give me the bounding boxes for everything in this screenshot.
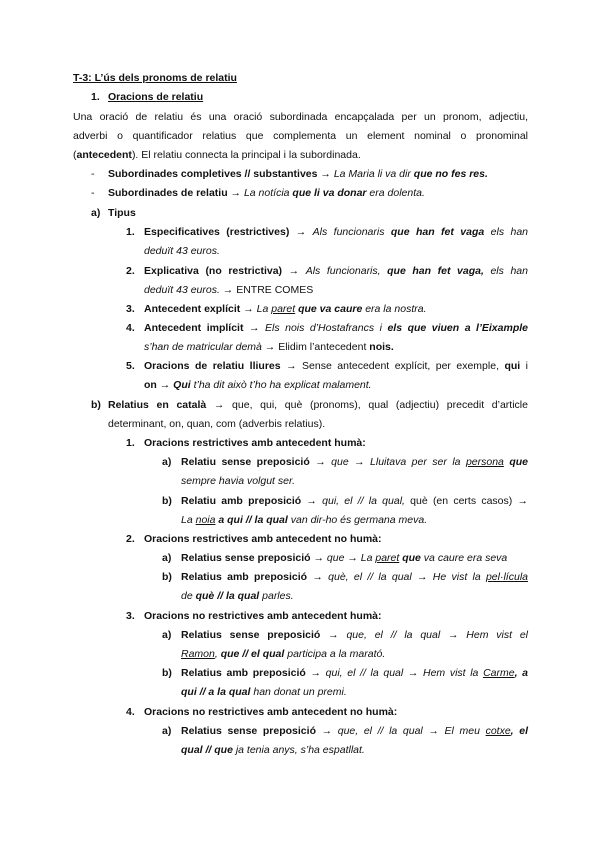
g1-item-b-cont: La noia a qui // la qual van dir-ho és germana meva. bbox=[181, 514, 428, 526]
g4-item-a: Relatius sense preposició → que, el // la qual → El meu cotxe, el bbox=[181, 725, 528, 737]
g2-item-b: Relatius amb preposició → què, el // la qual → He vist la pel·lícula bbox=[181, 571, 528, 583]
item-number: 1. bbox=[126, 226, 135, 238]
g1-item-a-cont: sempre havia volgut ser. bbox=[181, 475, 295, 487]
group-heading-1: Oracions restrictives amb antecedent humà: bbox=[144, 437, 366, 449]
relatius-intro: Relatius en català → que, qui, què (pronoms), qual (adjectiu) precedit d’article bbox=[108, 399, 528, 411]
sub-item-label: a) bbox=[162, 629, 172, 641]
sub-item-label: b) bbox=[162, 571, 172, 583]
group-heading-2: Oracions restrictives amb antecedent no humà: bbox=[144, 533, 382, 545]
subsection-label: a) bbox=[91, 207, 101, 219]
g3-item-b: Relatius amb preposició → qui, el // la qual → Hem vist la Carme, a bbox=[181, 667, 528, 679]
item-number: 1. bbox=[126, 437, 135, 449]
tipus-item-2: Explicativa (no restrictiva) → Als funcionaris, que han fet vaga, els han bbox=[144, 265, 528, 277]
relatius-intro-cont: determinant, on, quan, com (adverbis relatius). bbox=[108, 418, 326, 430]
group-heading-3: Oracions no restrictives amb antecedent humà: bbox=[144, 610, 382, 622]
bullet-dash: - bbox=[91, 168, 95, 180]
tipus-item-2-cont: deduït 43 euros. → ENTRE COMES bbox=[144, 284, 314, 296]
item-number: 3. bbox=[126, 610, 135, 622]
g1-item-b: Relatiu amb preposició → qui, el // la qual, què (en certs casos) → bbox=[181, 495, 528, 507]
bullet-dash: - bbox=[91, 187, 95, 199]
section-number: 1. bbox=[91, 91, 100, 103]
tipus-item-3: Antecedent explícit → La paret que va caure era la nostra. bbox=[144, 303, 427, 315]
g4-item-a-cont: qual // que ja tenia anys, s’ha espatllat. bbox=[181, 744, 365, 756]
tipus-item-5: Oracions de relatiu lliures → Sense antecedent explícit, per exemple, qui i bbox=[144, 360, 528, 372]
g1-item-a: Relatiu sense preposició → que → Lluitava per ser la persona que bbox=[181, 456, 528, 468]
section-heading: Oracions de relatiu bbox=[108, 91, 204, 103]
item-number: 4. bbox=[126, 322, 135, 334]
sub-item-label: a) bbox=[162, 552, 172, 564]
item-number: 3. bbox=[126, 303, 135, 315]
bullet-completives: Subordinades completives // substantives → La Maria li va dir que no fes res. bbox=[108, 168, 488, 180]
item-number: 2. bbox=[126, 533, 135, 545]
subsection-label: b) bbox=[91, 399, 101, 411]
paragraph-line-3: (antecedent). El relatiu connecta la principal i la subordinada. bbox=[73, 149, 361, 161]
g2-item-a: Relatius sense preposició → que → La paret que va caure era seva bbox=[181, 552, 508, 564]
g3-item-a-cont: Ramon, que // el qual participa a la marató. bbox=[181, 648, 386, 660]
item-number: 5. bbox=[126, 360, 135, 372]
paragraph-line-1: Una oració de relatiu és una oració subordinada encapçalada per un pronom, adjectiu, bbox=[73, 111, 528, 123]
g3-item-b-cont: qui // a la qual han donat un premi. bbox=[181, 686, 347, 698]
tipus-item-5-cont: on → Qui t’ha dit això t’ho ha explicat malament. bbox=[144, 379, 372, 391]
item-number: 2. bbox=[126, 265, 135, 277]
term-antecedent: antecedent bbox=[76, 149, 132, 161]
subsection-heading-tipus: Tipus bbox=[108, 207, 136, 219]
paragraph-line-2: adverbi o quantificador relatius que complementa un element nominal o pronominal bbox=[73, 130, 528, 142]
bullet-relatiu: Subordinades de relatiu → La notícia que li va donar era dolenta. bbox=[108, 187, 425, 199]
tipus-item-1-cont: deduït 43 euros. bbox=[144, 245, 220, 257]
item-number: 4. bbox=[126, 706, 135, 718]
sub-item-label: b) bbox=[162, 495, 172, 507]
tipus-item-4-cont: s’han de matricular demà → Elidim l’antecedent nois. bbox=[144, 341, 394, 353]
document-title: T-3: L’ús dels pronoms de relatiu bbox=[73, 72, 237, 84]
tipus-item-4: Antecedent implícit → Els nois d’Hostafrancs i els que viuen a l’Eixample bbox=[144, 322, 528, 334]
sub-item-label: a) bbox=[162, 456, 172, 468]
g3-item-a: Relatius sense preposició → que, el // la qual → Hem vist el bbox=[181, 629, 528, 641]
group-heading-4: Oracions no restrictives amb antecedent no humà: bbox=[144, 706, 398, 718]
sub-item-label: a) bbox=[162, 725, 172, 737]
sub-item-label: b) bbox=[162, 667, 172, 679]
g2-item-b-cont: de què // la qual parles. bbox=[181, 590, 294, 602]
tipus-item-1: Especificatives (restrictives) → Als funcionaris que han fet vaga els han bbox=[144, 226, 529, 238]
